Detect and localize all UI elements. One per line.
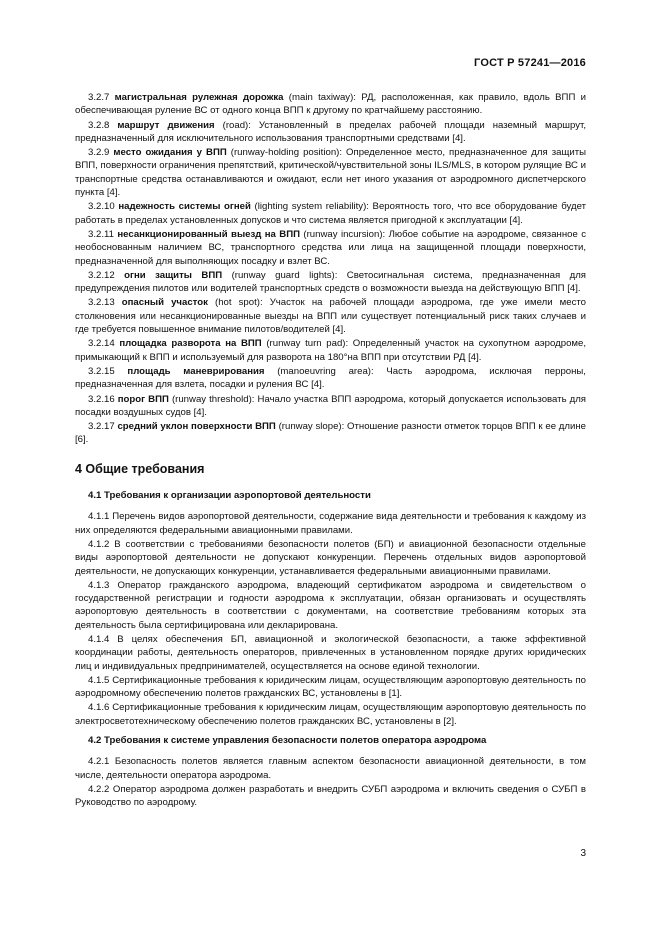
term-definition: (manoeuvring area): Часть аэродрома, исключая перроны, предназначенная для взлета, посадки и руления ВС [4]. [75, 365, 586, 391]
definitions-list [75, 91, 586, 447]
term: несанкционированный выезд на ВПП [117, 228, 300, 240]
term-definition: (main taxiway): РД, расположенная, как правило, вдоль ВПП и обеспечивающая руление ВС от одного конца ВПП к другому по кратчайшему расстоянию. [75, 92, 586, 117]
document-code: ГОСТ Р 57241—2016 [474, 57, 586, 69]
term: магистральная рулежная дорожка [114, 92, 284, 103]
subsection-title-4-1: 4.1 Требования к организации аэропортовой деятельности [88, 490, 371, 502]
term: надежность системы огней [118, 201, 251, 213]
clause-number: 3.2.11 [88, 228, 114, 240]
body-paragraph: 4.1.1 Перечень видов аэропортовой деятельности, содержание вида деятельности и требования к каждому из них определяются федеральными авиационными правилами. [75, 511, 586, 536]
definition-paragraph [75, 269, 586, 296]
term-definition: (runway incursion): Любое событие на аэродроме, связанное с необоснованным наличием ВС, транспортного средства или лица на защищенной площади поверхности, предназначенной для выполняющих посадку и взлет ВС. [75, 228, 587, 267]
clause-number: 3.2.17 [88, 421, 115, 433]
term: опасный участок [121, 297, 208, 309]
definition-paragraph [75, 337, 586, 364]
term-definition: (lighting system reliability): Вероятность того, что все оборудование будет работать в пределах установленных допусков и что система является пригодной к эксплуатации [4]. [75, 201, 586, 226]
body-paragraph: 4.2.2 Оператор аэродрома должен разработать и внедрить СУБП аэродрома и включить сведения о СУБП в Руководство по аэродрому. [75, 783, 586, 809]
clause-number: 3.2.9 [88, 147, 110, 159]
definition-paragraph [75, 200, 586, 227]
subsection-title-4-2: 4.2 Требования к системе управления безопасности полетов оператора аэродрома [88, 735, 487, 747]
body-paragraph: 4.1.4 В целях обеспечения БП, авиационной и экологической безопасности, а также эффективной координации работы, деятельность операторов, привлеченных в установленном порядке других юридических лиц и индивидуальных предпринимателей, осуществляется на основе единой технологии. [75, 633, 586, 672]
term-definition: (runway slope): Отношение разности отметок торцов ВПП к ее длине [6]. [75, 421, 586, 446]
term-definition: (runway guard lights): Светосигнальная система, предназначенная для предупреждения пилотов или водителей транспортных средств о возможности выезда на действующую ВПП [4]. [75, 269, 586, 295]
term: огни защиты ВПП [124, 269, 223, 281]
body-paragraph: 4.1.2 В соответствии с требованиями безопасности полетов (БП) и авиационной безопасности отдельные виды аэропортовой деятельности не допускают конкуренции. Перечень отдельных видов аэропортовой деятельности, не допускающих конкуренции, устанавливается федеральными авиационными правилами. [75, 538, 586, 577]
clause-number: 3.2.8 [88, 119, 110, 131]
definition-paragraph [75, 119, 586, 146]
body-paragraph: 4.1.5 Сертификационные требования к юридическим лицам, осуществляющим аэропортовую деятельность по аэродромному обеспечению полетов гражданских ВС, установлены в [1]. [75, 674, 586, 700]
clause-number: 3.2.12 [88, 269, 115, 281]
clause-number: 3.2.16 [88, 393, 115, 405]
definition-paragraph [75, 393, 586, 420]
term-definition: (hot spot): Участок на рабочей площади аэродрома, где уже имели место столкновения или несанкционированные выезды на ВПП или существует потенциальный риск таких случаев и где требуется повышенное внимание пилотов/водителей [4]. [75, 297, 586, 336]
clause-number: 3.2.15 [88, 365, 115, 377]
definition-paragraph [75, 420, 586, 447]
term: средний уклон поверхности ВПП [117, 421, 276, 433]
clause-number: 3.2.14 [88, 338, 115, 350]
term: маршрут движения [117, 119, 215, 131]
term-definition: (runway threshold): Начало участка ВПП аэродрома, который допускается использовать для посадки воздушных судов [4]. [75, 393, 587, 418]
term-definition: (runway turn pad): Определенный участок на сухопутном аэродроме, примыкающий к ВПП и используемый для разворота на 180°на ВПП при отсутствии РД [4]. [75, 338, 586, 363]
body-paragraph: 4.1.6 Сертификационные требования к юридическим лицам, осуществляющим аэропортовую деятельность по электросветотехническому обеспечению полетов гражданских ВС, установлены в [2]. [75, 702, 586, 727]
term: место ожидания у ВПП [113, 147, 227, 159]
subsection-4-1-body [75, 510, 586, 728]
term-definition: (runway-holding position): Определенное место, предназначенное для защиты ВПП, поверхности ограничения препятствий, критической/чувствительной зоны ILS/MLS, в котором рулящие ВС и транспортные средства останавливаются и ожидают, если нет иного указания от аэродромного диспетчерского пункта [4]. [75, 147, 586, 199]
definition-paragraph [75, 146, 586, 199]
body-paragraph: 4.1.3 Оператор гражданского аэродрома, владеющий сертификатом аэродрома и свидетельством о государственной регистрации и годности аэродрома к эксплуатации, обязан организовать и осуществлять аэропортовую деятельность в соответствии с документами, на соответствие требованиям которых эта деятельность была сертифицирована или декларирована. [75, 579, 586, 631]
page-content [75, 91, 586, 811]
term-definition: (road): Установленный в пределах рабочей площади наземный маршрут, предназначенный для исключительного использования транспортными средствами [4]. [75, 119, 586, 144]
term: площадка разворота на ВПП [119, 338, 262, 350]
subsection-4-2-body [75, 755, 586, 809]
section-title: 4 Общие требования [75, 461, 205, 476]
page-number: 3 [580, 848, 586, 859]
body-paragraph: 4.2.1 Безопасность полетов является главным аспектом безопасности авиационной деятельности, в том числе, деятельности оператора аэродрома. [75, 756, 586, 781]
definition-paragraph [75, 91, 586, 118]
term: порог ВПП [117, 393, 169, 405]
definition-paragraph [75, 228, 586, 268]
definition-paragraph [75, 296, 586, 336]
clause-number: 3.2.10 [88, 201, 115, 213]
term: площадь маневрирования [127, 365, 265, 377]
clause-number: 3.2.7 [88, 92, 110, 103]
clause-number: 3.2.13 [88, 297, 115, 309]
definition-paragraph [75, 365, 586, 392]
